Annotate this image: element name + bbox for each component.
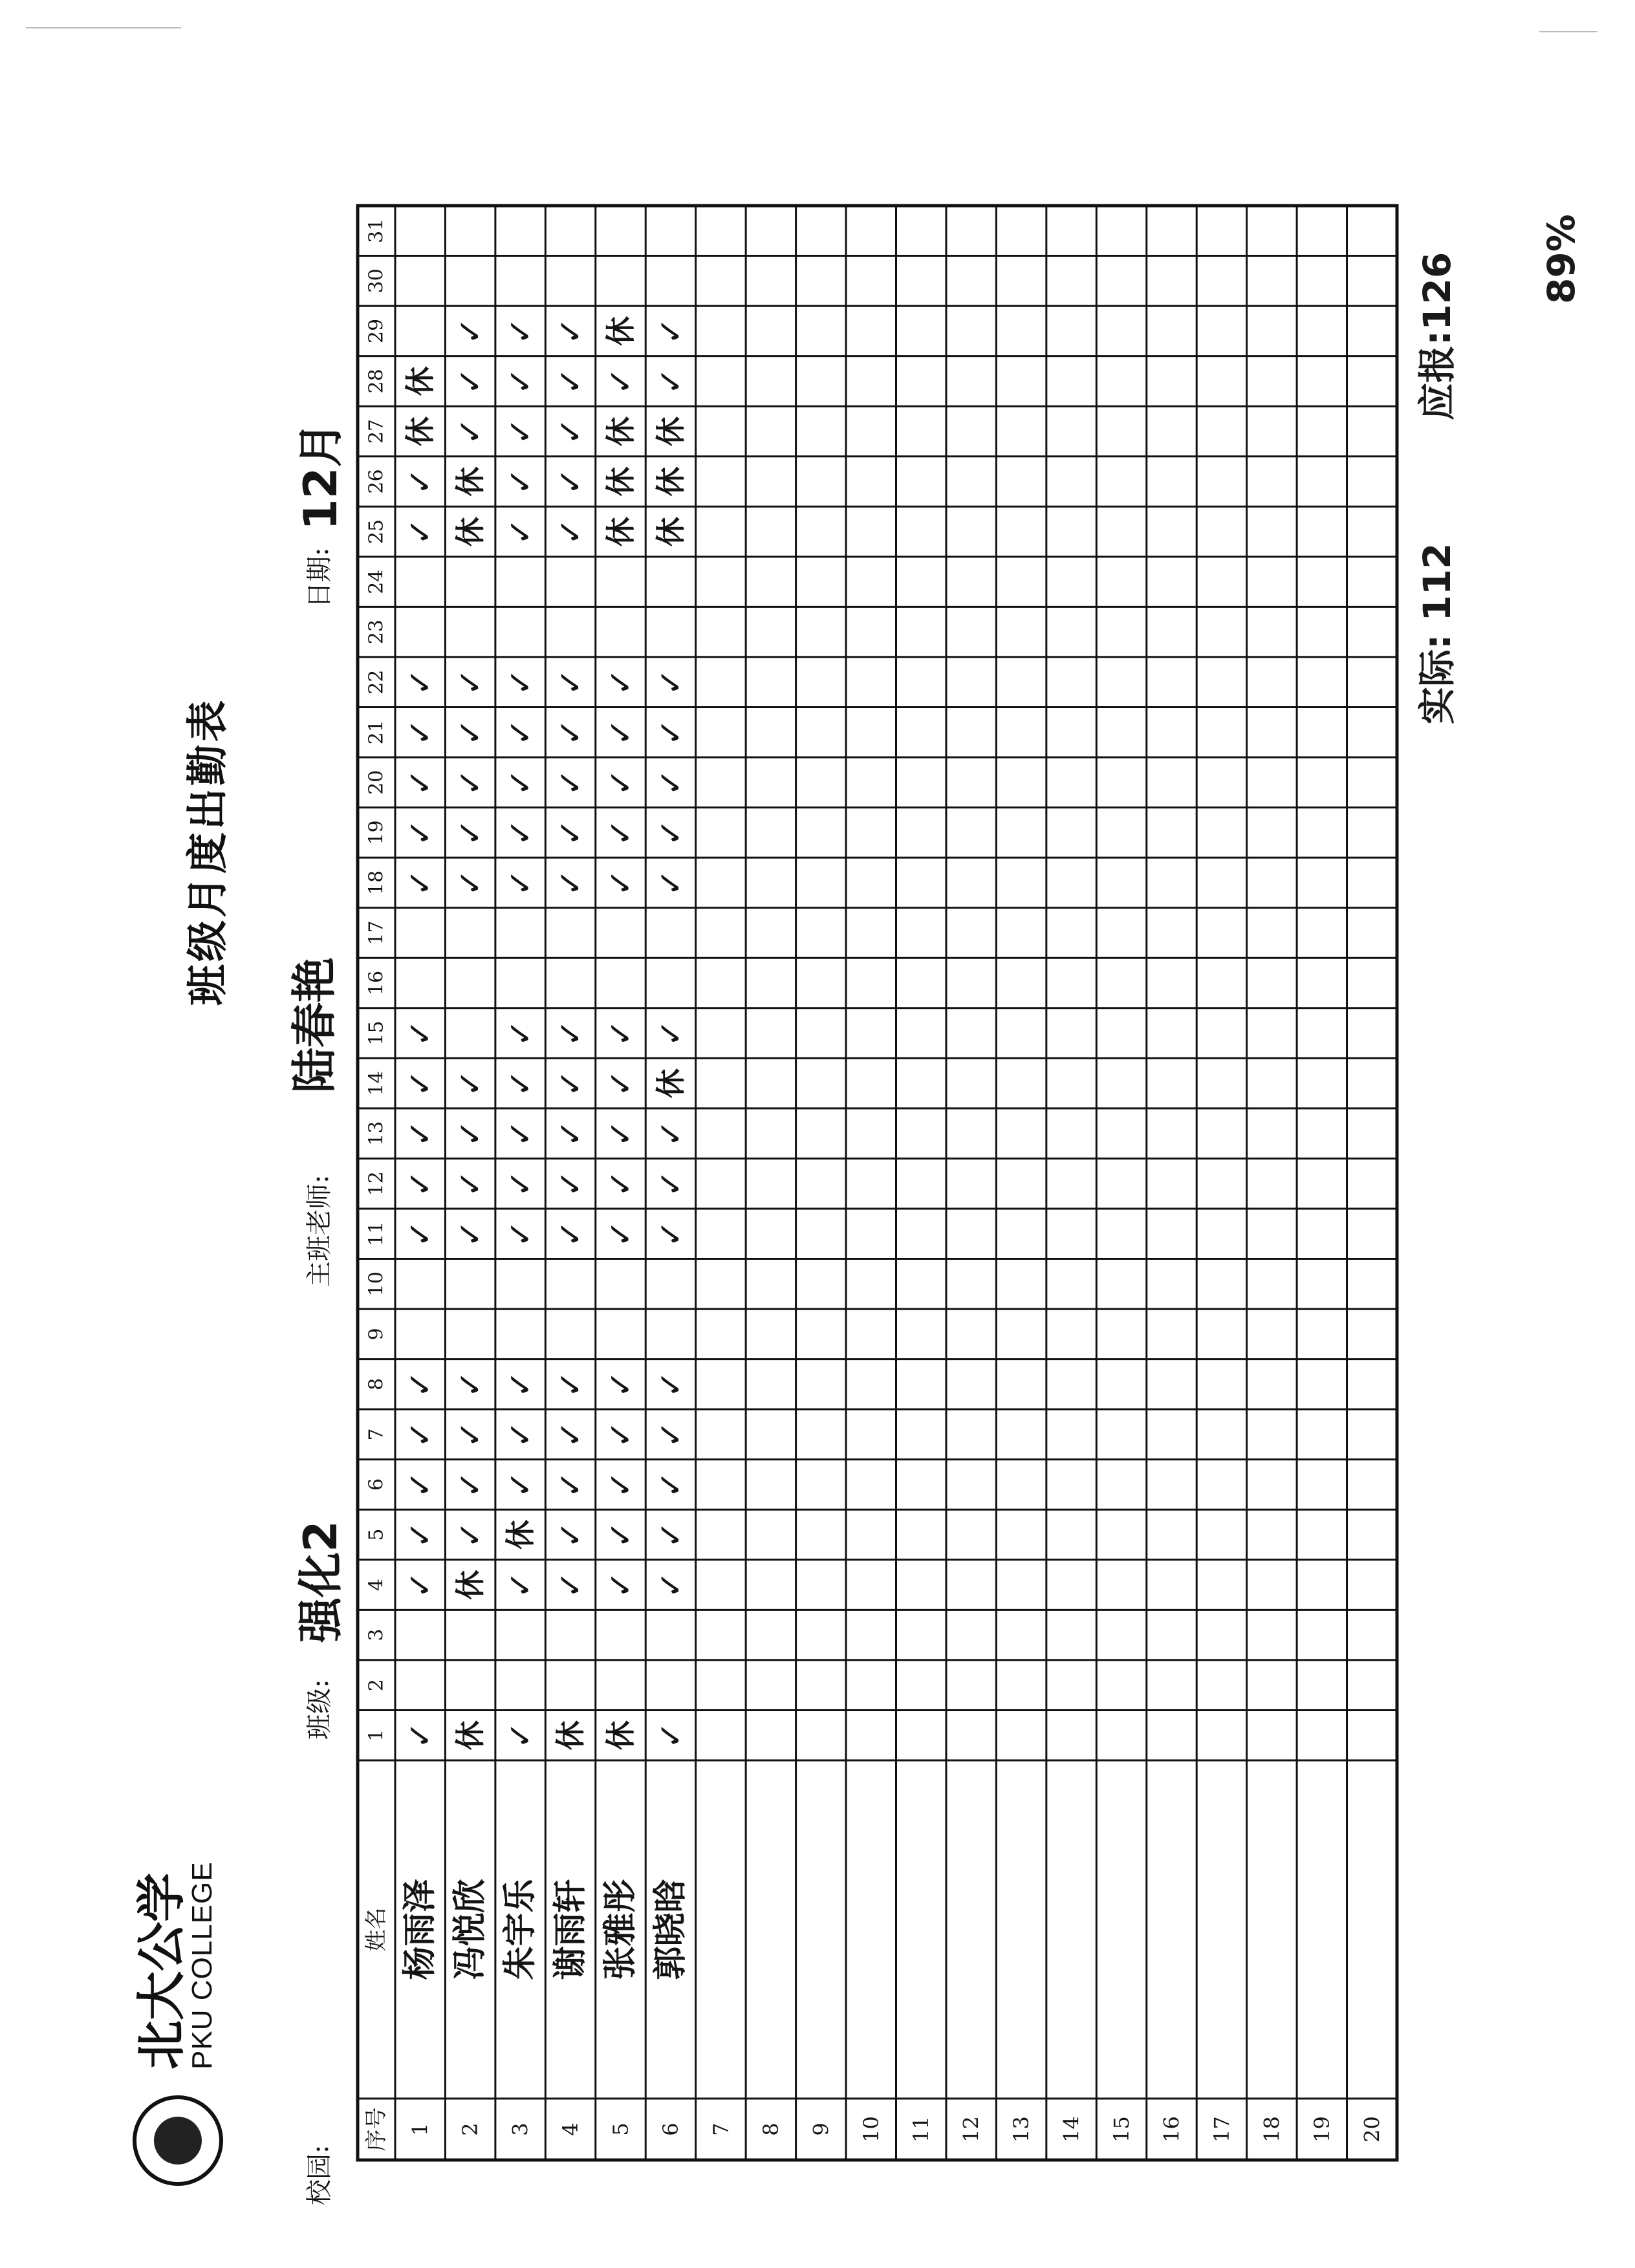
attendance-check-mark: ✓ bbox=[552, 1370, 590, 1398]
class-label: 班级: bbox=[305, 1679, 334, 1740]
attendance-check-mark: ✓ bbox=[651, 869, 689, 896]
day-header-10: 10 bbox=[365, 1271, 388, 1297]
attendance-check-mark: ✓ bbox=[552, 1420, 590, 1448]
attendance-leave-mark: 休 bbox=[603, 416, 638, 446]
actual-count-note: 实际: 112 bbox=[1415, 543, 1459, 724]
attendance-check-mark: ✓ bbox=[401, 1722, 439, 1749]
attendance-check-mark: ✓ bbox=[552, 418, 590, 445]
attendance-check-mark: ✓ bbox=[552, 518, 590, 546]
day-header-8: 8 bbox=[365, 1377, 388, 1390]
student-name: 杨雨泽 bbox=[400, 1879, 440, 1980]
attendance-check-mark: ✓ bbox=[501, 1170, 539, 1198]
attendance-check-mark: ✓ bbox=[451, 317, 490, 345]
expected-count-note: 应报:126 bbox=[1415, 252, 1459, 420]
attendance-check-mark: ✓ bbox=[501, 768, 539, 796]
day-header-24: 24 bbox=[365, 569, 388, 594]
attendance-check-mark: ✓ bbox=[451, 819, 490, 847]
day-header-12: 12 bbox=[365, 1171, 388, 1196]
attendance-check-mark: ✓ bbox=[501, 1019, 539, 1047]
row-number: 15 bbox=[1109, 2116, 1134, 2143]
date-value: 12月 bbox=[294, 422, 347, 530]
attendance-check-mark: ✓ bbox=[601, 1420, 640, 1448]
day-header-20: 20 bbox=[365, 770, 388, 795]
row-number: 8 bbox=[758, 2122, 783, 2136]
attendance-check-mark: ✓ bbox=[552, 1521, 590, 1548]
attendance-check-mark: ✓ bbox=[601, 367, 640, 395]
student-name: 冯悦欣 bbox=[451, 1879, 490, 1980]
attendance-check-mark: ✓ bbox=[451, 1119, 490, 1147]
day-header-28: 28 bbox=[365, 369, 388, 394]
attendance-check-mark: ✓ bbox=[651, 1220, 689, 1247]
student-name: 朱宇乐 bbox=[501, 1879, 540, 1980]
attendance-check-mark: ✓ bbox=[651, 317, 689, 345]
attendance-check-mark: ✓ bbox=[651, 1119, 689, 1147]
day-header-23: 23 bbox=[365, 620, 388, 645]
attendance-check-mark: ✓ bbox=[552, 1220, 590, 1247]
attendance-check-mark: ✓ bbox=[451, 869, 490, 896]
attendance-check-mark: ✓ bbox=[601, 1471, 640, 1498]
attendance-check-mark: ✓ bbox=[601, 1220, 640, 1247]
attendance-check-mark: ✓ bbox=[401, 468, 439, 495]
attendance-check-mark: ✓ bbox=[501, 1571, 539, 1599]
attendance-check-mark: ✓ bbox=[451, 1170, 490, 1198]
attendance-leave-mark: 休 bbox=[603, 466, 638, 497]
attendance-leave-mark: 休 bbox=[653, 466, 688, 497]
attendance-check-mark: ✓ bbox=[601, 1521, 640, 1548]
attendance-leave-mark: 休 bbox=[553, 1720, 589, 1751]
day-header-2: 2 bbox=[365, 1679, 388, 1692]
attendance-leave-mark: 休 bbox=[453, 1720, 488, 1751]
day-header-13: 13 bbox=[365, 1121, 388, 1146]
day-header-17: 17 bbox=[365, 920, 388, 945]
day-header-31: 31 bbox=[365, 218, 388, 243]
attendance-check-mark: ✓ bbox=[501, 668, 539, 696]
row-number: 13 bbox=[1009, 2116, 1034, 2143]
row-number: 14 bbox=[1059, 2116, 1084, 2143]
attendance-check-mark: ✓ bbox=[651, 1471, 689, 1498]
row-number: 6 bbox=[658, 2122, 683, 2136]
attendance-check-mark: ✓ bbox=[501, 1220, 539, 1247]
attendance-check-mark: ✓ bbox=[401, 1170, 439, 1198]
attendance-check-mark: ✓ bbox=[401, 1571, 439, 1599]
attendance-check-mark: ✓ bbox=[601, 718, 640, 746]
attendance-leave-mark: 休 bbox=[653, 1068, 688, 1099]
attendance-check-mark: ✓ bbox=[552, 1119, 590, 1147]
attendance-check-mark: ✓ bbox=[501, 367, 539, 395]
row-number: 2 bbox=[458, 2122, 483, 2136]
attendance-check-mark: ✓ bbox=[501, 418, 539, 445]
attendance-check-mark: ✓ bbox=[651, 1722, 689, 1749]
attendance-rate-note: 89% bbox=[1539, 214, 1583, 304]
attendance-check-mark: ✓ bbox=[601, 819, 640, 847]
attendance-check-mark: ✓ bbox=[451, 1471, 490, 1498]
attendance-check-mark: ✓ bbox=[552, 317, 590, 345]
class-value: 强化2 bbox=[294, 1520, 347, 1643]
attendance-check-mark: ✓ bbox=[501, 819, 539, 847]
attendance-check-mark: ✓ bbox=[501, 1070, 539, 1097]
attendance-check-mark: ✓ bbox=[651, 1170, 689, 1198]
page-title: 班级月度出勤表 bbox=[184, 698, 232, 1006]
attendance-check-mark: ✓ bbox=[401, 1220, 439, 1247]
attendance-check-mark: ✓ bbox=[651, 768, 689, 796]
day-header-30: 30 bbox=[365, 268, 388, 294]
attendance-check-mark: ✓ bbox=[501, 1471, 539, 1498]
attendance-check-mark: ✓ bbox=[552, 468, 590, 495]
attendance-check-mark: ✓ bbox=[552, 1070, 590, 1097]
attendance-check-mark: ✓ bbox=[501, 1420, 539, 1448]
attendance-check-mark: ✓ bbox=[451, 418, 490, 445]
day-header-9: 9 bbox=[365, 1328, 388, 1341]
day-header-29: 29 bbox=[365, 318, 388, 343]
day-header-11: 11 bbox=[365, 1221, 388, 1246]
attendance-check-mark: ✓ bbox=[601, 1170, 640, 1198]
day-header-4: 4 bbox=[365, 1579, 388, 1592]
attendance-check-mark: ✓ bbox=[501, 1119, 539, 1147]
student-name: 张雅彤 bbox=[601, 1879, 640, 1980]
attendance-check-mark: ✓ bbox=[451, 367, 490, 395]
attendance-check-mark: ✓ bbox=[601, 1119, 640, 1147]
row-number: 20 bbox=[1359, 2116, 1385, 2143]
teacher-value: 陆春艳 bbox=[288, 957, 341, 1093]
day-header-6: 6 bbox=[365, 1478, 388, 1491]
attendance-check-mark: ✓ bbox=[501, 1722, 539, 1749]
day-header-19: 19 bbox=[365, 820, 388, 845]
day-header-3: 3 bbox=[365, 1628, 388, 1641]
attendance-check-mark: ✓ bbox=[601, 1370, 640, 1398]
attendance-check-mark: ✓ bbox=[651, 668, 689, 696]
attendance-check-mark: ✓ bbox=[501, 317, 539, 345]
day-header-27: 27 bbox=[365, 418, 388, 444]
attendance-check-mark: ✓ bbox=[451, 1070, 490, 1097]
attendance-leave-mark: 休 bbox=[603, 517, 638, 547]
day-header-25: 25 bbox=[365, 519, 388, 545]
logo-name-cn: 北大公学 bbox=[133, 1873, 190, 2069]
row-number: 3 bbox=[508, 2122, 533, 2136]
header-name: 姓名 bbox=[363, 1907, 389, 1952]
attendance-check-mark: ✓ bbox=[552, 718, 590, 746]
row-number: 10 bbox=[858, 2116, 883, 2143]
attendance-check-mark: ✓ bbox=[651, 819, 689, 847]
row-number: 11 bbox=[909, 2116, 934, 2143]
attendance-check-mark: ✓ bbox=[401, 1471, 439, 1498]
teacher-label: 主班老师: bbox=[305, 1174, 334, 1287]
attendance-check-mark: ✓ bbox=[601, 1019, 640, 1047]
attendance-check-mark: ✓ bbox=[401, 1070, 439, 1097]
attendance-check-mark: ✓ bbox=[401, 668, 439, 696]
attendance-check-mark: ✓ bbox=[552, 819, 590, 847]
attendance-check-mark: ✓ bbox=[501, 1370, 539, 1398]
day-header-14: 14 bbox=[365, 1071, 388, 1096]
attendance-check-mark: ✓ bbox=[401, 518, 439, 546]
attendance-leave-mark: 休 bbox=[453, 466, 488, 497]
attendance-check-mark: ✓ bbox=[651, 718, 689, 746]
attendance-leave-mark: 休 bbox=[402, 366, 438, 396]
student-name: 郭晓晗 bbox=[651, 1879, 690, 1980]
attendance-check-mark: ✓ bbox=[651, 1571, 689, 1599]
student-name: 谢雨轩 bbox=[551, 1879, 590, 1980]
attendance-check-mark: ✓ bbox=[501, 518, 539, 546]
attendance-check-mark: ✓ bbox=[552, 367, 590, 395]
row-number: 1 bbox=[407, 2122, 433, 2136]
attendance-check-mark: ✓ bbox=[401, 768, 439, 796]
attendance-check-mark: ✓ bbox=[451, 1420, 490, 1448]
attendance-check-mark: ✓ bbox=[401, 819, 439, 847]
attendance-check-mark: ✓ bbox=[451, 718, 490, 746]
attendance-check-mark: ✓ bbox=[651, 1370, 689, 1398]
attendance-check-mark: ✓ bbox=[601, 668, 640, 696]
attendance-check-mark: ✓ bbox=[552, 1571, 590, 1599]
attendance-check-mark: ✓ bbox=[601, 768, 640, 796]
day-header-15: 15 bbox=[365, 1021, 388, 1046]
attendance-check-mark: ✓ bbox=[651, 1521, 689, 1548]
attendance-check-mark: ✓ bbox=[552, 668, 590, 696]
row-number: 7 bbox=[708, 2122, 733, 2136]
row-number: 12 bbox=[958, 2116, 984, 2143]
attendance-leave-mark: 休 bbox=[603, 316, 638, 346]
attendance-leave-mark: 休 bbox=[402, 416, 438, 446]
day-header-22: 22 bbox=[365, 669, 388, 695]
attendance-check-mark: ✓ bbox=[451, 1220, 490, 1247]
logo-name-en: PKU COLLEGE bbox=[186, 1861, 218, 2069]
row-number: 18 bbox=[1259, 2116, 1284, 2143]
day-header-26: 26 bbox=[365, 469, 388, 494]
row-number: 5 bbox=[608, 2122, 633, 2136]
day-header-1: 1 bbox=[365, 1729, 388, 1742]
attendance-check-mark: ✓ bbox=[552, 869, 590, 896]
attendance-check-mark: ✓ bbox=[451, 768, 490, 796]
attendance-check-mark: ✓ bbox=[401, 718, 439, 746]
attendance-check-mark: ✓ bbox=[601, 1070, 640, 1097]
day-header-5: 5 bbox=[365, 1528, 388, 1541]
date-label: 日期: bbox=[305, 547, 334, 608]
attendance-check-mark: ✓ bbox=[401, 1370, 439, 1398]
attendance-check-mark: ✓ bbox=[501, 869, 539, 896]
attendance-check-mark: ✓ bbox=[501, 468, 539, 495]
attendance-leave-mark: 休 bbox=[653, 416, 688, 446]
attendance-check-mark: ✓ bbox=[401, 1019, 439, 1047]
attendance-check-mark: ✓ bbox=[501, 718, 539, 746]
campus-label: 校园: bbox=[305, 2144, 334, 2205]
attendance-leave-mark: 休 bbox=[453, 517, 488, 547]
attendance-check-mark: ✓ bbox=[601, 869, 640, 896]
attendance-check-mark: ✓ bbox=[651, 367, 689, 395]
attendance-check-mark: ✓ bbox=[451, 1521, 490, 1548]
day-header-16: 16 bbox=[365, 970, 388, 996]
attendance-check-mark: ✓ bbox=[401, 1119, 439, 1147]
attendance-check-mark: ✓ bbox=[651, 1019, 689, 1047]
row-number: 17 bbox=[1209, 2116, 1234, 2143]
attendance-check-mark: ✓ bbox=[401, 869, 439, 896]
attendance-leave-mark: 休 bbox=[503, 1520, 538, 1550]
attendance-leave-mark: 休 bbox=[653, 517, 688, 547]
attendance-leave-mark: 休 bbox=[603, 1720, 638, 1751]
attendance-check-mark: ✓ bbox=[401, 1420, 439, 1448]
attendance-check-mark: ✓ bbox=[552, 1170, 590, 1198]
attendance-check-mark: ✓ bbox=[552, 768, 590, 796]
row-number: 19 bbox=[1309, 2116, 1334, 2143]
attendance-check-mark: ✓ bbox=[451, 1370, 490, 1398]
row-number: 4 bbox=[558, 2122, 583, 2136]
day-header-21: 21 bbox=[365, 720, 388, 745]
attendance-check-mark: ✓ bbox=[552, 1471, 590, 1498]
header-number: 序号 bbox=[363, 2107, 389, 2152]
attendance-check-mark: ✓ bbox=[651, 1420, 689, 1448]
attendance-check-mark: ✓ bbox=[552, 1019, 590, 1047]
attendance-leave-mark: 休 bbox=[453, 1570, 488, 1600]
attendance-check-mark: ✓ bbox=[401, 1521, 439, 1548]
attendance-check-mark: ✓ bbox=[451, 668, 490, 696]
row-number: 9 bbox=[808, 2122, 834, 2136]
day-header-18: 18 bbox=[365, 870, 388, 895]
attendance-check-mark: ✓ bbox=[601, 1571, 640, 1599]
row-number: 16 bbox=[1159, 2116, 1184, 2143]
day-header-7: 7 bbox=[365, 1428, 388, 1441]
